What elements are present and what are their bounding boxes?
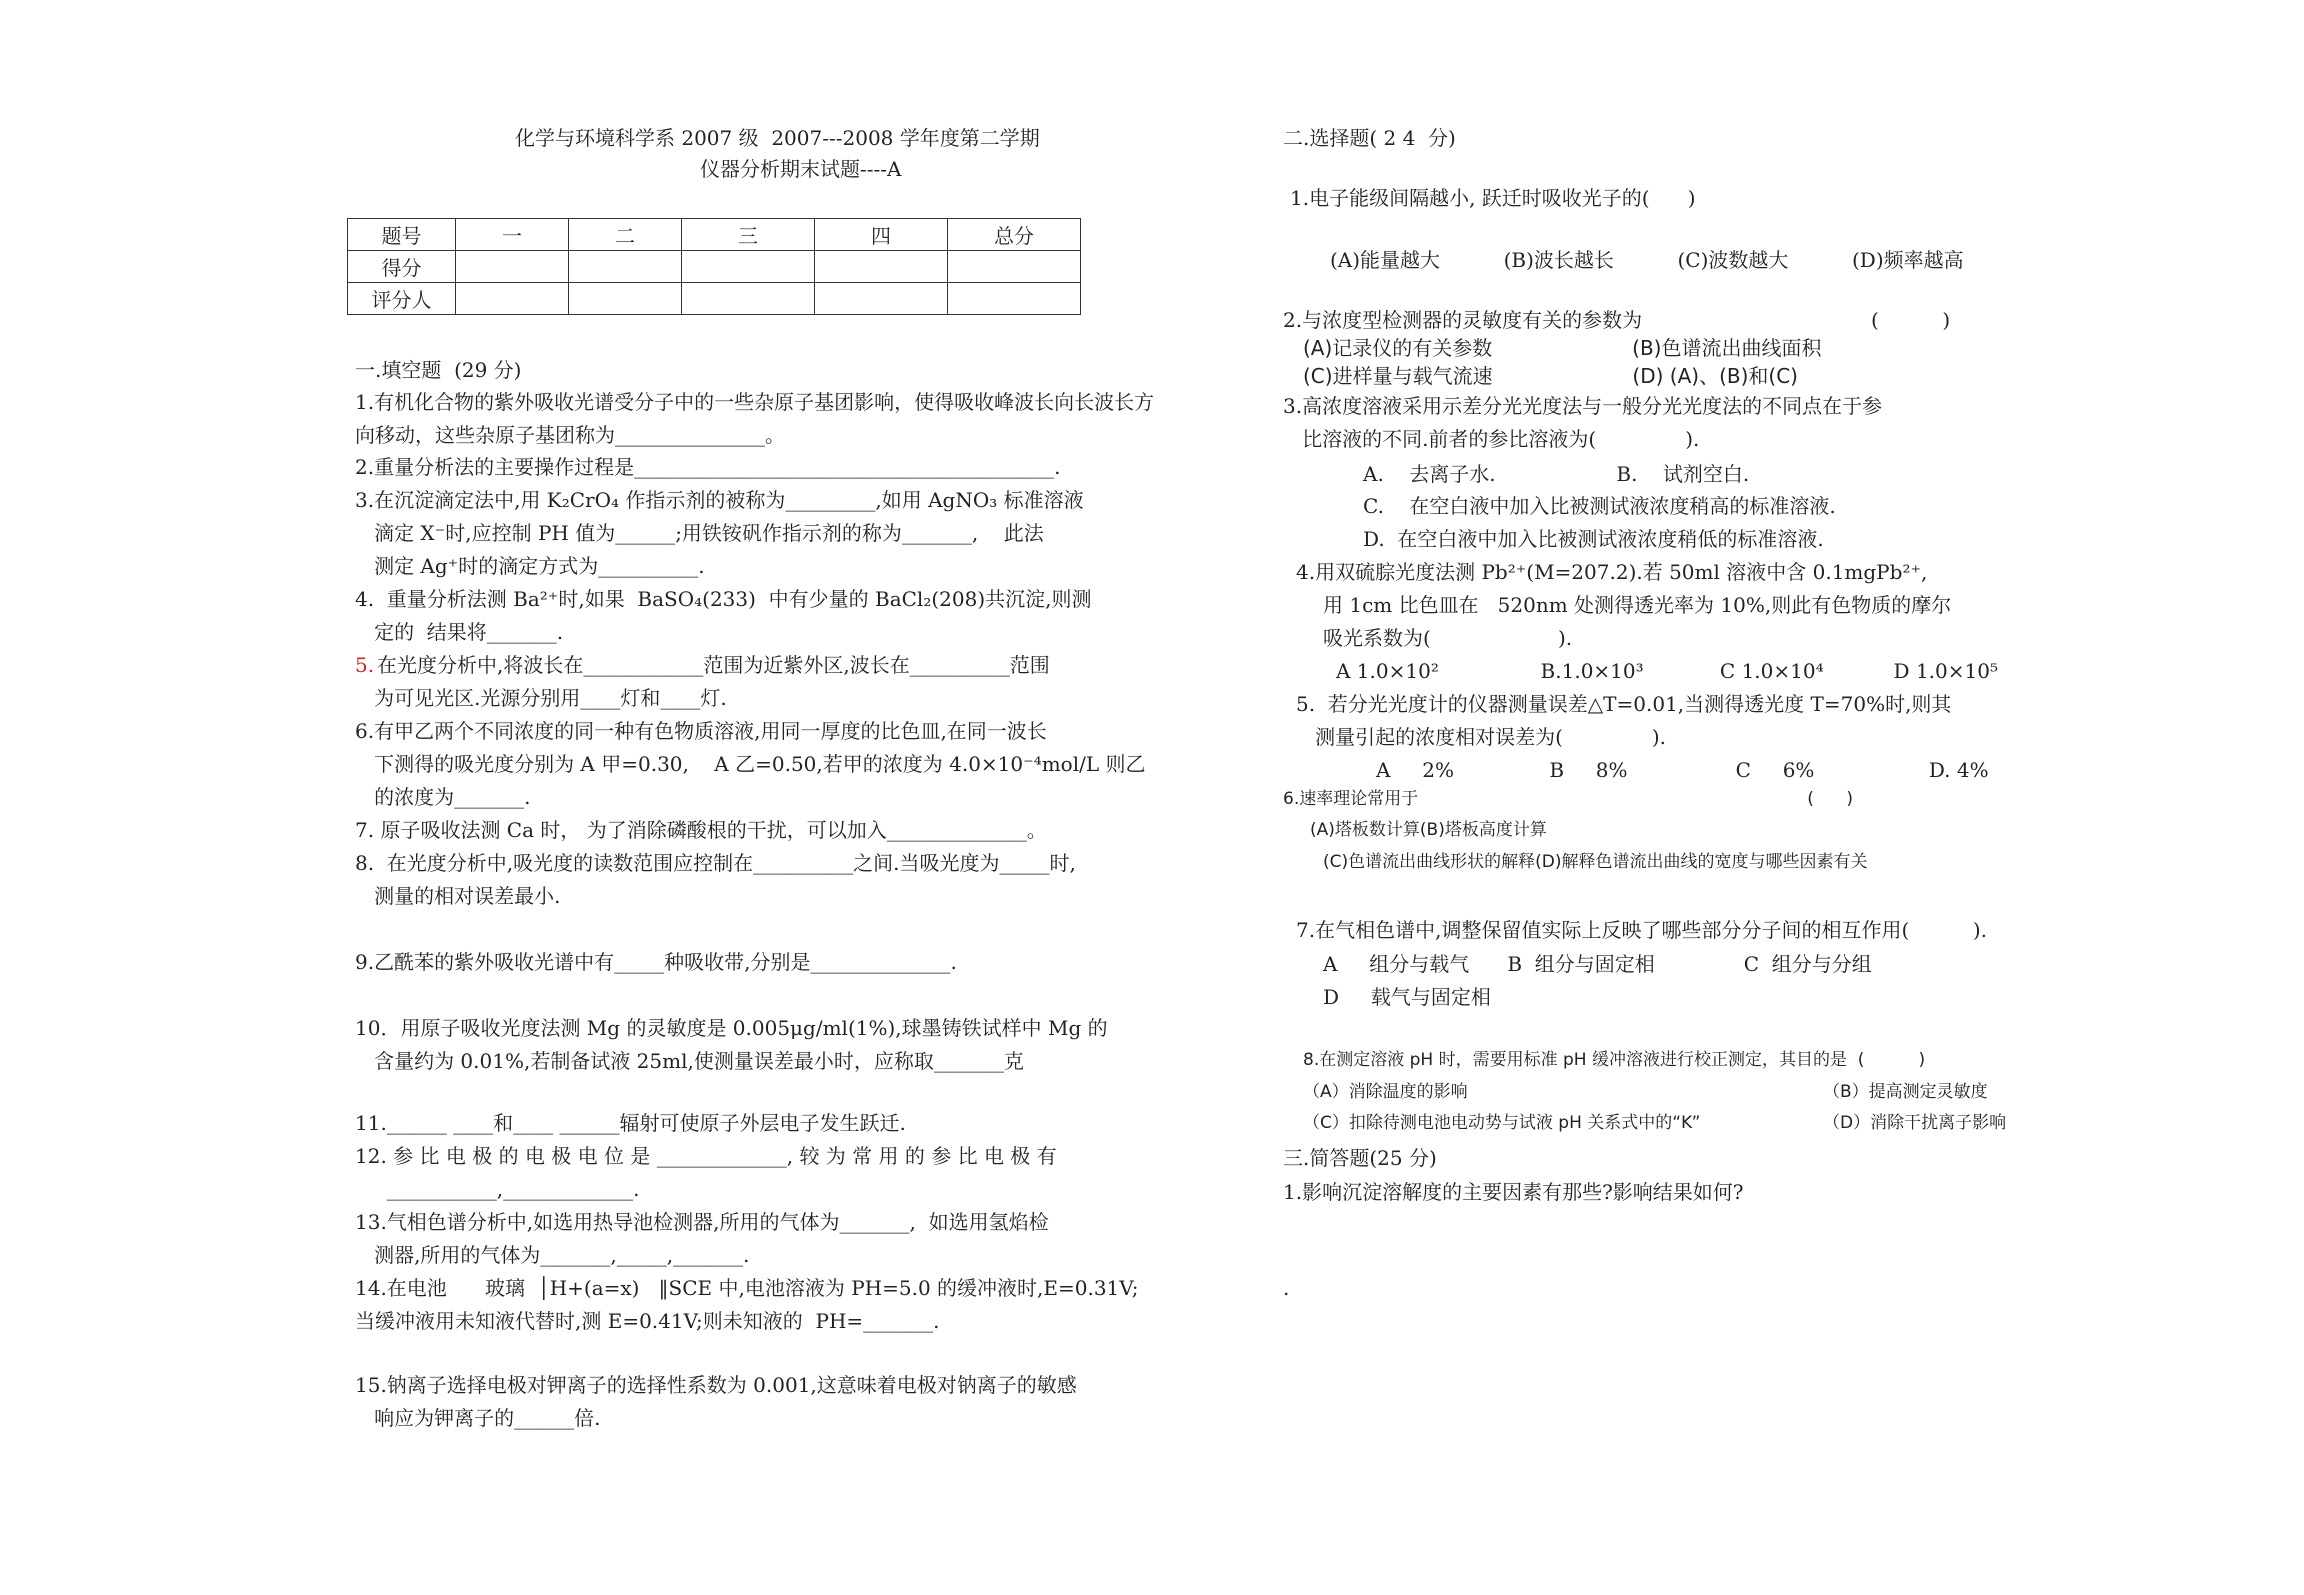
answer-option: C. 在空白液中加入比被测试液浓度稍高的标准溶液. xyxy=(1363,494,1836,518)
question-line: 为可见光区.光源分别用____灯和____灯. xyxy=(355,686,727,710)
answer-options: A 组分与载气 B 组分与固定相 C 组分与分组 xyxy=(1323,952,1872,976)
score-table-row-label: 得分 xyxy=(348,251,456,283)
answer-option: D. 在空白液中加入比被测试液浓度稍低的标准溶液. xyxy=(1363,527,1824,551)
question-line: 2.与浓度型检测器的灵敏度有关的参数为 ( ) xyxy=(1283,308,1951,332)
question-line: 的浓度为_______. xyxy=(355,785,531,809)
question-line: 吸光系数为( ). xyxy=(1323,626,1573,650)
exam-header-line2: 仪器分析期末试题----A xyxy=(700,157,902,181)
score-cell[interactable] xyxy=(569,251,682,283)
answer-options: (C)进样量与载气流速 (D) (A)、(B)和(C) xyxy=(1303,364,1798,388)
answer-options: A 1.0×10² B.1.0×10³ C 1.0×10⁴ D 1.0×10⁵ xyxy=(1336,659,1998,683)
score-cell[interactable] xyxy=(948,251,1081,283)
score-table-row xyxy=(348,251,1081,283)
question-line: 6.速率理论常用于 ( ) xyxy=(1283,789,1853,809)
score-cell[interactable] xyxy=(456,283,569,315)
score-cell[interactable] xyxy=(569,283,682,315)
question-line: 7.在气相色谱中,调整保留值实际上反映了哪些部分分子间的相互作用( ). xyxy=(1296,918,1987,942)
question-line: 12. 参 比 电 极 的 电 极 电 位 是 _____________, 较 为 常 用 的 参 比 电 极 有 xyxy=(355,1144,1057,1168)
question-line: 8. 在光度分析中,吸光度的读数范围应控制在__________之间.当吸光度为_____时, xyxy=(355,851,1076,875)
question-line: 测量的相对误差最小. xyxy=(355,884,561,908)
answer-options: A 2% B 8% C 6% D. 4% xyxy=(1376,758,1989,782)
question-line: 定的 结果将_______. xyxy=(355,620,564,644)
question-line: 13.气相色谱分析中,如选用热导池检测器,所用的气体为_______, 如选用氢焰检 xyxy=(355,1210,1049,1234)
question-line: 4. 重量分析法测 Ba²⁺时,如果 BaSO₄(233) 中有少量的 BaCl₂(208)共沉淀,则测 xyxy=(355,587,1092,611)
section-title-short-answer: 三.简答题(25 分) xyxy=(1283,1146,1437,1170)
score-table-header: 一 xyxy=(456,219,569,251)
question-line: 3.高浓度溶液采用示差分光光度法与一般分光光度法的不同点在于参 xyxy=(1283,394,1883,418)
question-line: 当缓冲液用未知液代替时,测 E=0.41V;则未知液的 PH=_______. xyxy=(355,1309,940,1333)
question-line: 7. 原子吸收法测 Ca 时， 为了消除磷酸根的干扰，可以加入______________。 xyxy=(355,818,1047,842)
answer-options: (C)色谱流出曲线形状的解释(D)解释色谱流出曲线的宽度与哪些因素有关 xyxy=(1323,852,1868,872)
answer-option: （D）消除干扰离子影响 xyxy=(1823,1113,2007,1133)
section-title-fill-in: 一.填空题 (29 分) xyxy=(355,358,522,382)
stray-dot: . xyxy=(1283,1276,1290,1300)
question-line: 8.在测定溶液 pH 时，需要用标准 pH 缓冲溶液进行校正测定，其目的是 ( ) xyxy=(1303,1050,1926,1070)
score-table-header-row xyxy=(348,219,1081,251)
question-line: 用 1cm 比色皿在 520nm 处测得透光率为 10%,则此有色物质的摩尔 xyxy=(1323,593,1952,617)
question-line: 15.钠离子选择电极对钾离子的选择性系数为 0.001,这意味着电极对钠离子的敏感 xyxy=(355,1373,1077,1397)
question-line: 6.有甲乙两个不同浓度的同一种有色物质溶液,用同一厚度的比色皿,在同一波长 xyxy=(355,719,1047,743)
question-line: 响应为钾离子的______倍. xyxy=(355,1406,601,1430)
question-line: 1.电子能级间隔越小, 跃迁时吸收光子的( ) xyxy=(1290,186,1696,210)
score-cell[interactable] xyxy=(456,251,569,283)
answer-option: A. 去离子水. B. 试剂空白. xyxy=(1363,462,1750,486)
question-line: 5. 若分光光度计的仪器测量误差△T=0.01,当测得透光度 T=70%时,则其 xyxy=(1296,692,1952,716)
question-line: 测器,所用的气体为_______,_____,_______. xyxy=(355,1243,750,1267)
answer-options: (A)能量越大 (B)波长越长 (C)波数越大 (D)频率越高 xyxy=(1330,248,1964,272)
score-cell[interactable] xyxy=(815,283,948,315)
score-table-header: 三 xyxy=(682,219,815,251)
question-line: 在光度分析中,将波长在____________范围为近紫外区,波长在__________范围 xyxy=(377,653,1050,677)
score-table-header: 题号 xyxy=(348,219,456,251)
answer-options: (A)塔板数计算(B)塔板高度计算 xyxy=(1310,820,1547,840)
question-line: 4.用双硫腙光度法测 Pb²⁺(M=207.2).若 50ml 溶液中含 0.1mgPb²⁺, xyxy=(1296,560,1928,584)
score-cell[interactable] xyxy=(682,283,815,315)
score-cell[interactable] xyxy=(682,251,815,283)
answer-option: （A）消除温度的影响 xyxy=(1303,1082,1468,1102)
exam-header-line1: 化学与环境科学系 2007 级 2007---2008 学年度第二学期 xyxy=(515,126,1040,150)
score-table xyxy=(347,218,1081,315)
section-title-multiple-choice: 二.选择题( 2 4 分) xyxy=(1283,126,1456,150)
score-cell[interactable] xyxy=(948,283,1081,315)
question-line: 3.在沉淀滴定法中,用 K₂CrO₄ 作指示剂的被称为_________,如用 AgNO₃ 标准溶液 xyxy=(355,488,1084,512)
question-line: 10．用原子吸收光度法测 Mg 的灵敏度是 0.005μg/ml(1%),球墨铸铁试样中 Mg 的 xyxy=(355,1016,1108,1040)
question-line: 下测得的吸光度分别为 A 甲=0.30, A 乙=0.50,若甲的浓度为 4.0×10⁻⁴mol/L 则乙 xyxy=(355,752,1146,776)
answer-option: （B）提高测定灵敏度 xyxy=(1823,1082,1988,1102)
question-line: 滴定 X⁻时,应控制 PH 值为______;用铁铵矾作指示剂的称为_______, 此法 xyxy=(355,521,1044,545)
question-line: 11.______ ____和____ ______辐射可使原子外层电子发生跃迁. xyxy=(355,1111,906,1135)
question-line: 测定 Ag⁺时的滴定方式为__________. xyxy=(355,554,705,578)
answer-options: (A)记录仪的有关参数 (B)色谱流出曲线面积 xyxy=(1303,336,1822,360)
question-line: 向移动，这些杂原子基团称为_______________。 xyxy=(355,423,785,447)
question-line: 2.重量分析法的主要操作过程是__________________________________________. xyxy=(355,455,1061,479)
score-table-row xyxy=(348,283,1081,315)
question-line: 含量约为 0.01%,若制备试液 25ml,使测量误差最小时，应称取_______克 xyxy=(355,1049,1024,1073)
score-table-row-label: 评分人 xyxy=(348,283,456,315)
answer-option: D 载气与固定相 xyxy=(1323,985,1491,1009)
question-line: 比溶液的不同.前者的参比溶液为( ). xyxy=(1283,427,1700,451)
score-cell[interactable] xyxy=(815,251,948,283)
question-line: ___________,_____________. xyxy=(355,1177,640,1201)
question-line: 1.有机化合物的紫外吸收光谱受分子中的一些杂原子基团影响，使得吸收峰波长向长波长方 xyxy=(355,390,1155,414)
score-table-header: 二 xyxy=(569,219,682,251)
answer-option: （C）扣除待测电池电动势与试液 pH 关系式中的“K” xyxy=(1303,1113,1701,1133)
question-line: 9.乙酰苯的紫外吸收光谱中有_____种吸收带,分别是______________. xyxy=(355,950,957,974)
score-table-header: 总分 xyxy=(948,219,1081,251)
question-number-5: 5. xyxy=(355,653,375,677)
question-line: 14.在电池 玻璃 │H+(a=x) ‖SCE 中,电池溶液为 PH=5.0 的缓冲液时,E=0.31V; xyxy=(355,1276,1139,1300)
score-table-header: 四 xyxy=(815,219,948,251)
question-line: 1.影响沉淀溶解度的主要因素有那些?影响结果如何? xyxy=(1283,1180,1744,1204)
question-line: 测量引起的浓度相对误差为( ). xyxy=(1296,725,1667,749)
